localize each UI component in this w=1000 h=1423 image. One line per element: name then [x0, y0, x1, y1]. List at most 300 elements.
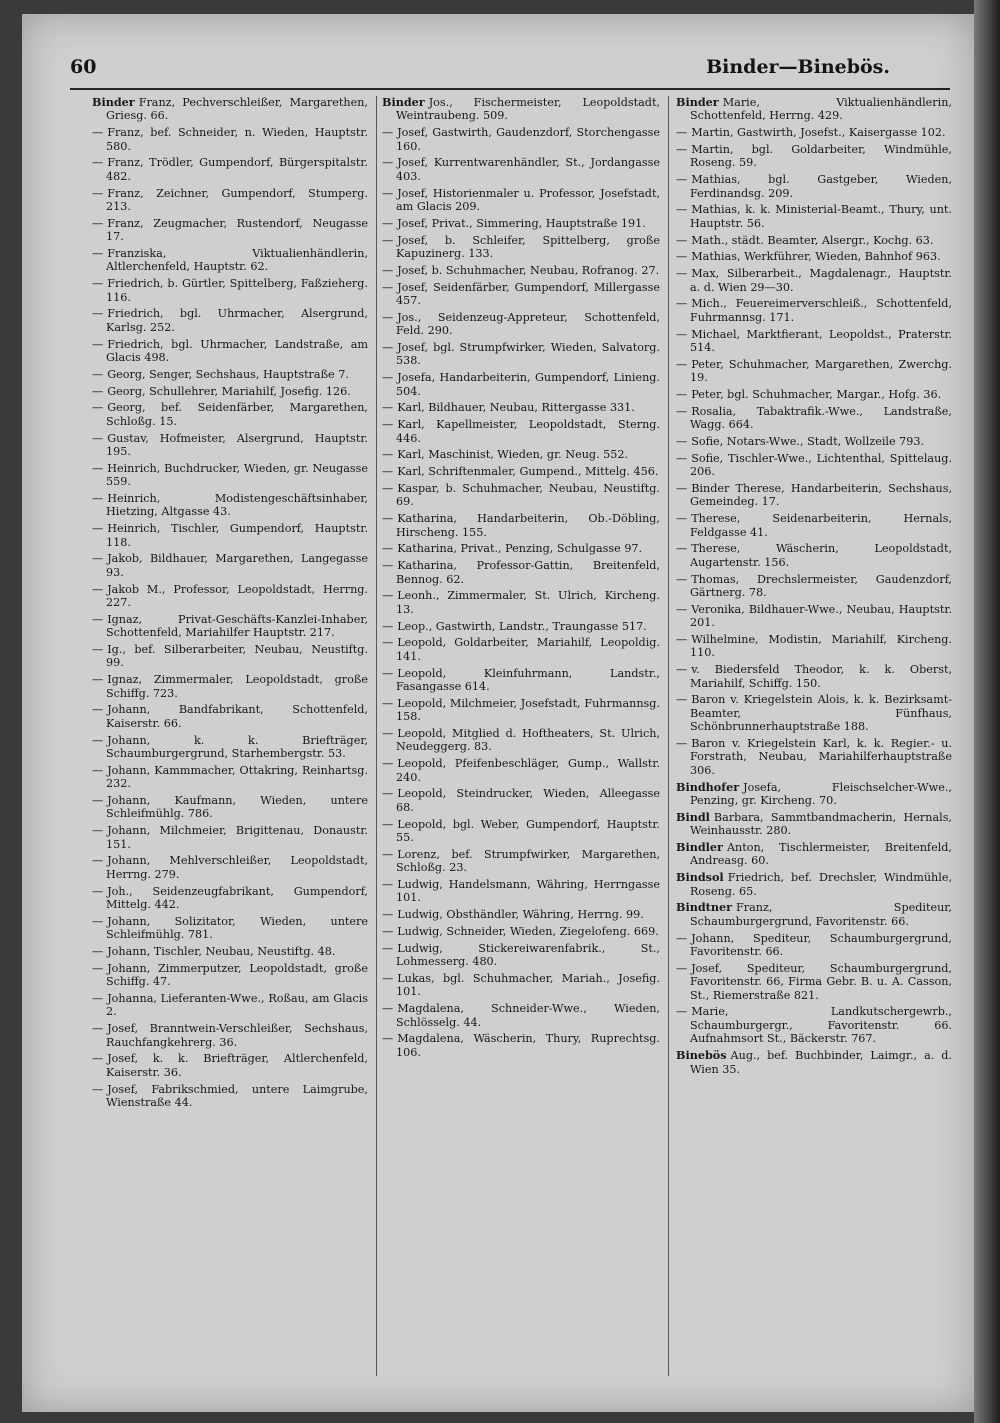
entry-ditto-dash: — [92, 247, 104, 261]
directory-entry [92, 1052, 368, 1079]
entry-surname: Binder [676, 96, 719, 109]
entry-text: Franz, bef. Schneider, n. Wieden, Hauptstr. 580. [106, 126, 368, 153]
entry-text: Johann, Milchmeier, Brigittenau, Donaustr. 151. [106, 824, 368, 851]
directory-entry [382, 925, 660, 938]
entry-text: Josef, b. Schuhmacher, Neubau, Rofranog. 27. [397, 263, 660, 277]
directory-entry [92, 945, 368, 958]
entry-text: Gustav, Hofmeister, Alsergrund, Hauptstr. 195. [106, 431, 368, 459]
entry-ditto-dash: — [676, 633, 688, 647]
entry-ditto-dash: — [92, 552, 104, 566]
page-header [70, 52, 890, 82]
entry-text: Johann, Spediteur, Schaumburgergrund, Favoritenstr. 66. [690, 931, 952, 959]
entry-text: Franz, Spediteur, Schaumburgergrund, Favoritenstr. 66. [690, 901, 952, 928]
entry-text: Thomas, Drechslermeister, Gaudenzdorf, Gärtnerg. 78. [690, 572, 952, 600]
entry-text: Michael, Marktfierant, Leopoldst., Praterstr. 514. [690, 327, 952, 355]
directory-entry [676, 405, 952, 432]
entry-text: Johann, Solizitator, Wieden, untere Schleifmühlg. 781. [106, 914, 368, 942]
entry-ditto-dash: — [92, 763, 104, 777]
entry-text: Magdalena, Wäscherin, Thury, Ruprechtsg. 106. [396, 1032, 660, 1059]
directory-entry [382, 217, 660, 230]
directory-entry [92, 368, 368, 381]
entry-ditto-dash: — [92, 643, 104, 657]
directory-entry [676, 203, 952, 230]
entry-surname: Binder [382, 96, 425, 109]
entry-ditto-dash: — [676, 297, 688, 311]
entry-text: Karl, Schriftenmaler, Gumpend., Mittelg. 456. [397, 465, 659, 479]
entry-text: Leopold, Milchmeier, Josefstadt, Fuhrmannsg. 158. [396, 696, 660, 724]
entry-surname: Bindhofer [676, 779, 740, 794]
entry-surname: Bindsol [676, 870, 724, 885]
directory-entry [92, 764, 368, 791]
entry-ditto-dash: — [92, 522, 104, 536]
directory-entry [382, 818, 660, 845]
entry-ditto-dash: — [382, 727, 394, 741]
directory-entry [382, 1002, 660, 1029]
entry-ditto-dash: — [676, 327, 688, 341]
entry-text: Leopold, Mitglied d. Hoftheaters, St. Ulrich, Neudeggerg. 83. [396, 727, 660, 754]
directory-entry [92, 703, 368, 730]
directory-entry [676, 267, 952, 294]
entry-text: Friedrich, b. Gürtler, Spittelberg, Faßzieherg. 116. [106, 277, 368, 304]
directory-entry [92, 156, 368, 183]
entry-ditto-dash: — [382, 341, 394, 355]
entry-text: Franz, Trödler, Gumpendorf, Bürgerspitalstr. 482. [106, 156, 368, 183]
entry-text: Leop., Gastwirth, Landstr., Traungasse 517. [397, 619, 647, 633]
entry-ditto-dash: — [92, 703, 104, 717]
entry-ditto-dash: — [676, 512, 688, 526]
directory-entry [92, 613, 368, 640]
entry-text: Franz, Zeugmacher, Rustendorf, Neugasse 17. [106, 216, 368, 244]
entry-ditto-dash: — [676, 737, 688, 751]
entry-text: Martin, bgl. Goldarbeiter, Windmühle, Roseng. 59. [690, 143, 952, 170]
directory-entry [92, 583, 368, 610]
entry-text: Heinrich, Buchdrucker, Wieden, gr. Neugasse 559. [106, 461, 368, 489]
entry-text: Binder Therese, Handarbeiterin, Sechshaus, Gemeindeg. 17. [690, 482, 952, 509]
entry-text: Veronika, Bildhauer-Wwe., Neubau, Hauptstr. 201. [690, 602, 952, 630]
directory-entry [382, 96, 660, 123]
entry-text: Therese, Wäscherin, Leopoldstadt, Augartenstr. 156. [690, 542, 952, 569]
entry-ditto-dash: — [92, 156, 104, 170]
entry-ditto-dash: — [676, 388, 688, 402]
directory-entry [676, 693, 952, 733]
entry-ditto-dash: — [382, 263, 394, 277]
entry-text: Ignaz, Zimmermaler, Leopoldstadt, große Schiffg. 723. [106, 673, 368, 700]
entry-text: Johann, Mehlverschleißer, Leopoldstadt, Herrng. 279. [106, 854, 368, 881]
entry-text: Max, Silberarbeit., Magdalenagr., Hauptstr. a. d. Wien 29—30. [690, 267, 952, 294]
entry-text: Sofie, Notars-Wwe., Stadt, Wollzeile 793. [691, 435, 925, 449]
entry-text: Ignaz, Privat-Geschäfts-Kanzlei-Inhaber, Schottenfeld, Mariahilfer Hauptstr. 217. [106, 612, 368, 640]
entry-ditto-dash: — [676, 233, 688, 247]
entry-text: Mathias, bgl. Gastgeber, Wieden, Ferdinandsg. 209. [690, 173, 952, 200]
entry-text: Heinrich, Tischler, Gumpendorf, Hauptstr. 118. [106, 522, 368, 549]
entry-ditto-dash: — [92, 186, 104, 200]
directory-entry [92, 96, 368, 123]
entry-text: Friedrich, bgl. Uhrmacher, Alsergrund, Karlsg. 252. [106, 307, 368, 334]
entry-ditto-dash: — [92, 216, 104, 230]
entry-text: Wilhelmine, Modistin, Mariahilf, Kircheng. 110. [690, 633, 952, 660]
directory-entry [676, 143, 952, 170]
entry-text: Josef, Gastwirth, Gaudenzdorf, Storchengasse 160. [396, 126, 660, 153]
directory-entry [92, 247, 368, 274]
entry-ditto-dash: — [382, 878, 394, 892]
column-divider-1 [376, 96, 377, 1376]
directory-entry [382, 341, 660, 368]
directory-entry [382, 620, 660, 633]
entry-ditto-dash: — [382, 156, 394, 170]
directory-entry [676, 1049, 952, 1076]
entry-ditto-dash: — [676, 602, 688, 616]
entry-text: Mathias, k. k. Ministerial-Beamt., Thury, unt. Hauptstr. 56. [690, 203, 952, 230]
entry-surname: Binder [92, 96, 135, 109]
entry-ditto-dash: — [676, 961, 688, 975]
directory-entry [92, 885, 368, 912]
entry-surname: Bindtner [676, 900, 732, 915]
column-divider-2 [668, 96, 669, 1376]
entry-text: Josef, Privat., Simmering, Hauptstraße 191. [397, 216, 646, 230]
entry-ditto-dash: — [92, 992, 104, 1006]
directory-entry [382, 264, 660, 277]
directory-entry [92, 643, 368, 670]
entry-text: Franz, Pechverschleißer, Margarethen, Griesg. 66. [106, 96, 368, 123]
entry-text: Lukas, bgl. Schuhmacher, Mariah., Josefig. 101. [396, 972, 660, 999]
entry-ditto-dash: — [676, 663, 688, 677]
directory-entry [382, 512, 660, 539]
directory-entry [382, 589, 660, 616]
entry-ditto-dash: — [382, 310, 394, 324]
entry-ditto-dash: — [92, 884, 104, 898]
directory-entry [676, 328, 952, 355]
directory-entry [382, 281, 660, 308]
directory-entry [676, 452, 952, 479]
directory-entry [382, 667, 660, 694]
entry-ditto-dash: — [382, 941, 394, 955]
entry-text: Jakob M., Professor, Leopoldstadt, Herrng. 227. [106, 582, 368, 610]
entry-ditto-dash: — [382, 817, 394, 831]
directory-entry [382, 542, 660, 555]
entry-ditto-dash: — [676, 250, 688, 264]
entry-text: Josef, Fabrikschmied, untere Laimgrube, Wienstraße 44. [106, 1082, 368, 1110]
entry-ditto-dash: — [676, 267, 688, 281]
entry-text: Josef, Branntwein-Verschleißer, Sechshaus, Rauchfangkehrerg. 36. [106, 1022, 368, 1049]
directory-entry [92, 522, 368, 549]
entry-ditto-dash: — [382, 465, 394, 479]
entry-text: Johann, Bandfabrikant, Schottenfeld, Kaiserstr. 66. [106, 703, 368, 730]
entry-text: Franz, Zeichner, Gumpendorf, Stumperg. 213. [106, 186, 368, 214]
entry-ditto-dash: — [92, 794, 104, 808]
entry-text: Barbara, Sammtbandmacherin, Hernals, Weinhausstr. 280. [690, 810, 952, 838]
directory-entry [92, 126, 368, 153]
entry-ditto-dash: — [382, 186, 394, 200]
entry-ditto-dash: — [676, 542, 688, 556]
directory-entry [92, 277, 368, 304]
directory-entry [676, 297, 952, 324]
entry-ditto-dash: — [676, 173, 688, 187]
entry-ditto-dash: — [92, 1022, 104, 1036]
directory-entry [676, 781, 952, 808]
entry-ditto-dash: — [382, 666, 394, 680]
entry-text: Peter, bgl. Schuhmacher, Margar., Hofg. 36. [691, 388, 942, 402]
directory-entry [676, 358, 952, 385]
entry-ditto-dash: — [676, 451, 688, 465]
entry-ditto-dash: — [92, 126, 104, 140]
entry-text: Lorenz, bef. Strumpfwirker, Margarethen, Schloßg. 23. [396, 847, 660, 875]
entry-ditto-dash: — [382, 847, 394, 861]
entry-text: Leopold, Steindrucker, Wieden, Alleegasse 68. [396, 787, 660, 814]
entry-ditto-dash: — [676, 404, 688, 418]
directory-entry [92, 915, 368, 942]
entry-text: Baron v. Kriegelstein Alois, k. k. Bezirksamt-Beamter, Fünfhaus, Schönbrunnerhauptstraße 188. [690, 693, 952, 734]
directory-entry [92, 338, 368, 365]
entry-text: Georg, Schullehrer, Mariahilf, Josefig. 126. [107, 384, 351, 398]
directory-entry [92, 552, 368, 579]
directory-entry [676, 234, 952, 247]
entry-ditto-dash: — [92, 337, 104, 351]
directory-entry [92, 1022, 368, 1049]
entry-ditto-dash: — [92, 733, 104, 747]
entry-text: Karl, Maschinist, Wieden, gr. Neug. 552. [397, 448, 629, 462]
entry-ditto-dash: — [92, 854, 104, 868]
entry-ditto-dash: — [382, 787, 394, 801]
directory-entry [382, 636, 660, 663]
entry-ditto-dash: — [676, 143, 688, 156]
directory-entry [676, 542, 952, 569]
entry-text: Georg, Senger, Sechshaus, Hauptstraße 7. [107, 367, 349, 381]
entry-ditto-dash: — [676, 693, 688, 707]
entry-text: Jakob, Bildhauer, Margarethen, Langegasse 93. [106, 552, 368, 579]
entry-ditto-dash: — [382, 559, 394, 573]
entry-ditto-dash: — [382, 757, 394, 771]
directory-entry [382, 187, 660, 214]
entry-ditto-dash: — [92, 431, 104, 445]
entry-ditto-dash: — [382, 371, 394, 385]
entry-ditto-dash: — [382, 418, 394, 432]
directory-entry [92, 217, 368, 244]
entry-ditto-dash: — [92, 582, 104, 596]
entry-text: Karl, Kapellmeister, Leopoldstadt, Sterng. 446. [396, 418, 660, 445]
entry-ditto-dash: — [676, 572, 688, 586]
entry-text: Karl, Bildhauer, Neubau, Rittergasse 331. [397, 401, 635, 415]
directory-entry [382, 401, 660, 414]
entry-ditto-dash: — [382, 448, 394, 462]
directory-entry [382, 311, 660, 338]
directory-entry [92, 854, 368, 881]
entry-text: v. Biedersfeld Theodor, k. k. Oberst, Mariahilf, Schiffg. 150. [690, 663, 952, 690]
entry-text: Johann, Zimmerputzer, Leopoldstadt, große Schiffg. 47. [106, 961, 368, 989]
directory-entry [382, 371, 660, 398]
entry-ditto-dash: — [676, 931, 688, 945]
directory-entry [92, 734, 368, 761]
directory-entry [92, 492, 368, 519]
directory-entry [382, 1032, 660, 1059]
entry-ditto-dash: — [382, 233, 394, 247]
entry-ditto-dash: — [92, 612, 104, 626]
entry-ditto-dash: — [382, 908, 394, 922]
entry-ditto-dash: — [92, 945, 104, 959]
entry-ditto-dash: — [92, 914, 104, 928]
directory-entry [676, 435, 952, 448]
entry-ditto-dash: — [676, 482, 688, 496]
entry-text: Leopold, Kleinfuhrmann, Landstr., Fasangasse 614. [396, 666, 660, 694]
entry-ditto-dash: — [382, 1032, 394, 1046]
entry-text: Johann, k. k. Briefträger, Schaumburgergrund, Starhembergstr. 53. [106, 733, 368, 761]
entry-text: Peter, Schuhmacher, Margarethen, Zwerchg. 19. [690, 357, 952, 385]
directory-entry [382, 727, 660, 754]
entry-text: Leopold, bgl. Weber, Gumpendorf, Hauptstr. 55. [396, 817, 660, 845]
header-rule [70, 88, 950, 90]
entry-text: Katharina, Privat., Penzing, Schulgasse 97. [397, 542, 643, 556]
directory-entry [92, 401, 368, 428]
entry-ditto-dash: — [382, 696, 394, 710]
entry-text: Leopold, Pfeifenbeschläger, Gump., Wallstr. 240. [396, 757, 660, 784]
directory-entry [382, 972, 660, 999]
entry-ditto-dash: — [382, 972, 394, 986]
directory-entry [382, 787, 660, 814]
directory-entry [676, 737, 952, 777]
entry-ditto-dash: — [92, 307, 104, 321]
entry-ditto-dash: — [92, 1082, 104, 1096]
entry-surname: Binebös [676, 1048, 727, 1063]
directory-entry [676, 512, 952, 539]
entry-ditto-dash: — [92, 824, 104, 838]
entry-ditto-dash: — [676, 203, 688, 217]
entry-text: Aug., bef. Buchbinder, Laimgr., a. d. Wien 35. [690, 1049, 952, 1076]
entry-ditto-dash: — [676, 435, 688, 449]
directory-entry [382, 757, 660, 784]
entry-text: Joh., Seidenzeugfabrikant, Gumpendorf, Mittelg. 442. [106, 884, 368, 912]
directory-entry [382, 465, 660, 478]
entry-text: Josef, bgl. Strumpfwirker, Wieden, Salvatorg. 538. [396, 341, 660, 368]
entry-text: Mathias, Werkführer, Wieden, Bahnhof 963. [691, 250, 941, 264]
entry-ditto-dash: — [382, 542, 394, 556]
entry-text: Martin, Gastwirth, Josefst., Kaisergasse 102. [691, 126, 946, 140]
entry-text: Ludwig, Handelsmann, Währing, Herrngasse 101. [396, 878, 660, 905]
entry-text: Johann, Kammmacher, Ottakring, Reinhartsg. 232. [106, 763, 368, 791]
directory-entry [676, 901, 952, 928]
entry-surname: Bindler [676, 840, 723, 855]
directory-entry [382, 126, 660, 153]
entry-text: Leopold, Goldarbeiter, Mariahilf, Leopoldig. 141. [396, 636, 660, 663]
entry-ditto-dash: — [382, 1002, 394, 1016]
directory-entry [92, 824, 368, 851]
entry-ditto-dash: — [92, 367, 104, 381]
page-number: 60 [70, 56, 97, 78]
entry-text: Josefa, Fleischselcher-Wwe., Penzing, gr. Kircheng. 70. [690, 780, 952, 808]
entry-text: Marie, Landkutschergewrb., Schaumburgergr., Favoritenstr. 66. Aufnahmsort St., Bäckerstr. 767. [690, 1005, 952, 1046]
entry-text: Marie, Viktualienhändlerin, Schottenfeld, Herrng. 429. [690, 96, 952, 123]
entry-ditto-dash: — [676, 126, 688, 140]
directory-entry [676, 482, 952, 509]
directory-entry [676, 173, 952, 200]
directory-entry [676, 932, 952, 959]
entry-ditto-dash: — [382, 401, 394, 415]
directory-entry [676, 841, 952, 868]
entry-text: Heinrich, Modistengeschäftsinhaber, Hietzing, Altgasse 43. [106, 492, 368, 519]
directory-entry [92, 673, 368, 700]
directory-entry [676, 388, 952, 401]
entry-text: Josef, Seidenfärber, Gumpendorf, Millergasse 457. [396, 280, 660, 308]
directory-entry [676, 603, 952, 630]
entry-ditto-dash: — [92, 961, 104, 975]
directory-entry [382, 559, 660, 586]
column-3 [676, 96, 952, 1386]
entry-text: Katharina, Handarbeiterin, Ob.-Döbling, Hirscheng. 155. [396, 512, 660, 539]
entry-text: Josefa, Handarbeiterin, Gumpendorf, Linieng. 504. [396, 371, 660, 398]
entry-text: Therese, Seidenarbeiterin, Hernals, Feldgasse 41. [690, 512, 952, 539]
entry-ditto-dash: — [92, 492, 104, 506]
directory-entry [676, 962, 952, 1002]
entry-ditto-dash: — [382, 512, 394, 526]
directory-entry [676, 811, 952, 838]
entry-text: Friedrich, bef. Drechsler, Windmühle, Roseng. 65. [690, 871, 952, 898]
directory-entry [382, 234, 660, 261]
entry-text: Johann, Kaufmann, Wieden, untere Schleifmühlg. 786. [106, 794, 368, 821]
directory-entry [676, 663, 952, 690]
directory-entry [382, 908, 660, 921]
directory-entry [382, 156, 660, 183]
entry-text: Josef, b. Schleifer, Spittelberg, große Kapuzinerg. 133. [396, 233, 660, 261]
entry-ditto-dash: — [92, 673, 104, 687]
directory-entry [92, 307, 368, 334]
running-head: Binder—Binebös. [706, 56, 890, 78]
entry-text: Johann, Tischler, Neubau, Neustiftg. 48. [107, 945, 336, 959]
entry-ditto-dash: — [676, 1005, 688, 1019]
entry-text: Jos., Fischermeister, Leopoldstadt, Weintraubeng. 509. [396, 96, 660, 123]
entry-text: Anton, Tischlermeister, Breitenfeld, Andreasg. 60. [690, 841, 952, 868]
directory-entry [676, 633, 952, 660]
entry-text: Kaspar, b. Schuhmacher, Neubau, Neustiftg. 69. [396, 482, 660, 509]
directory-entry [676, 573, 952, 600]
directory-entry [92, 432, 368, 459]
entry-text: Jos., Seidenzeug-Appreteur, Schottenfeld, Feld. 290. [396, 310, 660, 338]
directory-entry [92, 962, 368, 989]
entry-text: Josef, Spediteur, Schaumburgergrund, Favoritenstr. 66, Firma Gebr. B. u. A. Casson, St., Riemerstraße 821. [690, 961, 952, 1002]
entry-ditto-dash: — [382, 482, 394, 496]
entry-text: Ludwig, Obsthändler, Währing, Herrng. 99. [397, 908, 644, 922]
entry-text: Georg, bef. Seidenfärber, Margarethen, Schloßg. 15. [106, 401, 368, 428]
directory-entry [382, 848, 660, 875]
directory-entry [382, 418, 660, 445]
directory-entry [676, 871, 952, 898]
directory-entry [382, 697, 660, 724]
entry-text: Friedrich, bgl. Uhrmacher, Landstraße, am Glacis 498. [106, 337, 368, 365]
entry-ditto-dash: — [92, 461, 104, 475]
entry-text: Ig., bef. Silberarbeiter, Neubau, Neustiftg. 99. [106, 643, 368, 670]
column-2 [382, 96, 660, 1386]
directory-entry [676, 96, 952, 123]
column-1 [92, 96, 368, 1386]
entry-text: Ludwig, Schneider, Wieden, Ziegelofeng. 669. [397, 925, 659, 939]
entry-text: Sofie, Tischler-Wwe., Lichtenthal, Spittelaug. 206. [690, 451, 952, 479]
directory-entry [676, 1005, 952, 1045]
entry-text: Katharina, Professor-Gattin, Breitenfeld, Bennog. 62. [396, 559, 660, 586]
directory-entry [92, 992, 368, 1019]
directory-entry [92, 794, 368, 821]
book-spine-edge [974, 0, 1000, 1423]
entry-ditto-dash: — [92, 277, 104, 291]
entry-text: Rosalia, Tabaktrafik.-Wwe., Landstraße, Wagg. 664. [690, 404, 952, 432]
entry-surname: Bindl [676, 809, 710, 824]
directory-entry [382, 942, 660, 969]
directory-entry [676, 250, 952, 263]
entry-ditto-dash: — [92, 384, 104, 398]
entry-text: Baron v. Kriegelstein Karl, k. k. Regier.- u. Forstrath, Neubau, Mariahilferhauptstraße 306. [690, 737, 952, 777]
directory-entry [676, 126, 952, 139]
directory-entry [92, 462, 368, 489]
entry-text: Franziska, Viktualienhändlerin, Altlerchenfeld, Hauptstr. 62. [106, 247, 368, 274]
entry-text: Ludwig, Stickereiwarenfabrik., St., Lohmesserg. 480. [396, 941, 660, 969]
entry-text: Mich., Feuereimerverschleiß., Schottenfeld, Fuhrmannsg. 171. [690, 297, 952, 324]
entry-ditto-dash: — [382, 636, 394, 650]
